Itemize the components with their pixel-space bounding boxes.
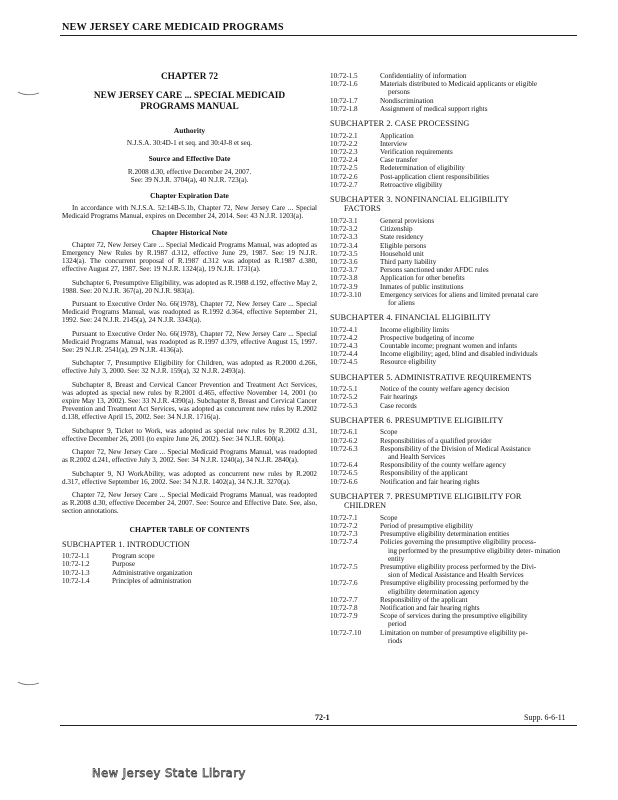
toc-entry xyxy=(330,579,578,595)
toc-entry-number: 10:72-1.5 xyxy=(330,72,358,80)
toc-entry-title: Verification requirements xyxy=(380,147,453,156)
toc-entry xyxy=(330,385,578,393)
toc-entry-number: 10:72-3.3 xyxy=(330,233,358,242)
toc-entry-title: Scope of services during the presumptive eligibility period xyxy=(380,612,528,629)
toc-entry-number: 10:72-7.6 xyxy=(330,579,358,588)
toc-entry-number: 10:72-7.4 xyxy=(330,538,358,547)
toc-entry xyxy=(62,552,317,560)
toc-left xyxy=(62,540,317,585)
toc-entry xyxy=(330,266,578,274)
toc-entry-number: 10:72-3.4 xyxy=(330,241,358,250)
toc-entry xyxy=(330,164,578,172)
source-heading: Source and Effective Date xyxy=(148,154,231,164)
toc-entry-title: Fair hearings xyxy=(380,393,418,402)
library-stamp: New Jersey State Library xyxy=(92,766,246,780)
toc-entry xyxy=(330,478,578,486)
toc-entry-title: Citizenship xyxy=(380,225,413,234)
toc-entry xyxy=(330,140,578,148)
toc-entry xyxy=(330,242,578,250)
toc-entry xyxy=(330,217,578,225)
toc-entry-number: 10:72-7.1 xyxy=(330,513,358,522)
toc-entry xyxy=(330,132,578,140)
toc-entry-number: 10:72-3.1 xyxy=(330,216,358,225)
toc-entry-title: Period of presumptive eligibility xyxy=(380,521,474,530)
subchapter-heading: SUBCHAPTER 1. INTRODUCTION xyxy=(62,539,190,549)
toc-entry xyxy=(330,225,578,233)
toc-entry-title: Limitation on number of presumptive eligibility pe- riods xyxy=(380,628,528,645)
toc-entry-title: Purpose xyxy=(112,560,136,569)
toc-entry-number: 10:72-4.3 xyxy=(330,342,358,351)
subchapter-heading: SUBCHAPTER 5. ADMINISTRATIVE REQUIREMENTS xyxy=(330,372,532,382)
toc-entry-number: 10:72-6.4 xyxy=(330,461,358,470)
history-paragraph: Subchapter 7, Presumptive Eligibility for Children, was adopted as R.2000 d.266, effective July 3, 2000. See: 32 N.J.R. 159(a), 32 N.J.R. 2493(a). xyxy=(62,359,317,376)
toc-entry-number: 10:72-2.5 xyxy=(330,164,358,173)
toc-entry xyxy=(330,563,578,579)
toc-entry xyxy=(330,402,578,410)
toc-entry-number: 10:72-7.5 xyxy=(330,562,358,571)
toc-entry xyxy=(330,156,578,164)
toc-entry-number: 10:72-6.6 xyxy=(330,477,358,486)
toc-entry-number: 10:72-4.4 xyxy=(330,350,358,359)
toc-entry-number: 10:72-1.3 xyxy=(62,568,90,577)
top-rule xyxy=(60,35,577,36)
toc-entry-number: 10:72-3.10 xyxy=(330,290,362,299)
toc-entry-number: 10:72-7.10 xyxy=(330,628,362,637)
toc-entry-title: Policies governing the presumptive eligibility process- ing performed by the presumptive eligibility deter- mination entity xyxy=(380,538,561,563)
toc-entry-title: Resource eligibility xyxy=(380,358,437,367)
expiration-text: In accordance with N.J.S.A. 52:14B-5.1b, Chapter 72, New Jersey Care ... Special Medicaid Programs Manual, expires on December 24, 2014. See: 43 N.J.R. 1203(a). xyxy=(62,204,317,221)
toc-entry-title: Income eligibility limits xyxy=(380,325,450,334)
toc-entry-number: 10:72-7.2 xyxy=(330,521,358,530)
toc-entry-title: Countable income; pregnant women and infants xyxy=(380,342,518,351)
toc-entry-number: 10:72-5.1 xyxy=(330,385,358,394)
toc-entry xyxy=(330,469,578,477)
toc-entry-title: Presumptive eligibility determination entities xyxy=(380,530,510,539)
toc-entry xyxy=(330,445,578,461)
history-paragraph: Pursuant to Executive Order No. 66(1978), Chapter 72, New Jersey Care ... Special Medicaid Programs Manual, was readopted as R.1997 d.379, effective August 15, 1997. See: 29 N.J.R. 2541(a), 29 N.J.R. 4136(a). xyxy=(62,329,317,355)
history-paragraph: Subchapter 8, Breast and Cervical Cancer Prevention and Treatment Act Services, was adopted as special new rules by R.2001 d.465, effective November 14, 2001 (to expire May 13, 2002). See: 33 N.J.R. 4390(a). Subchapter 8, Breast and Cervical Cancer Prevention and Treatment Act Services, was adopted as concurrent new rules by R.2002 d.138, effective April 15, 2002. See: 34 N.J.R. 1716(a). xyxy=(62,380,317,422)
toc-entry-title: Household unit xyxy=(380,249,424,258)
toc-entry-number: 10:72-2.3 xyxy=(330,147,358,156)
toc-entry-number: 10:72-1.7 xyxy=(330,96,358,105)
toc-entry xyxy=(330,612,578,628)
toc-entry xyxy=(330,358,578,366)
subchapter-heading: SUBCHAPTER 6. PRESUMPTIVE ELIGIBILITY xyxy=(330,415,504,425)
toc-entry-title: Assignment of medical support rights xyxy=(380,104,488,113)
toc-entry-title: Nondiscrimination xyxy=(380,96,434,105)
historical-note-heading: Chapter Historical Note xyxy=(151,227,228,237)
subchapter-heading: SUBCHAPTER 7. PRESUMPTIVE ELIGIBILITY FOR CHILDREN xyxy=(330,491,522,511)
source-text: R.2008 d.30, effective December 24, 2007. See: 39 N.J.R. 3704(a), 40 N.J.R. 723(a). xyxy=(127,167,252,184)
toc-entry-title: Emergency services for aliens and limited prenatal care for aliens xyxy=(380,290,539,307)
toc-entry-title: Prospective budgeting of income xyxy=(380,333,475,342)
toc-entry-title: Principles of administration xyxy=(112,576,192,585)
chapter-number: CHAPTER 72 xyxy=(160,72,219,82)
history-paragraph: Chapter 72, New Jersey Care ... Special Medicaid Programs Manual, was adopted as Emergency New Rules by R.1987 d.312, effective June 29, 1987. See: 19 N.J.R. 1324(a). The concurrent proposal of R.1987 d.312 was adopted as R.1987 d.380, effective August 27, 1987. See: 19 N.J.R. 1324(a), 19 N.J.R. 1731(a). xyxy=(62,240,317,274)
toc-entry-number: 10:72-6.2 xyxy=(330,436,358,445)
toc-entry xyxy=(330,334,578,342)
toc-entry-number: 10:72-1.1 xyxy=(62,552,90,561)
history-paragraph: Chapter 72, New Jersey Care ... Special Medicaid Programs Manual, was readopted as R.2008 d.30, effective December 24, 2007. See: Source and Effective Date. See, also, section annotations. xyxy=(62,490,317,516)
left-column xyxy=(62,72,317,585)
running-head: NEW JERSEY CARE MEDICAID PROGRAMS xyxy=(62,22,284,33)
toc-entry-title: Responsibility of the applicant xyxy=(380,595,468,604)
historical-note xyxy=(62,241,317,516)
toc-entry-number: 10:72-7.7 xyxy=(330,595,358,604)
toc-entry-number: 10:72-3.6 xyxy=(330,257,358,266)
toc-entry xyxy=(62,560,317,568)
authority-heading: Authority xyxy=(173,126,206,135)
toc-entry-title: Eligible persons xyxy=(380,241,427,250)
toc-entry-number: 10:72-6.1 xyxy=(330,428,358,437)
toc-entry-number: 10:72-7.3 xyxy=(330,530,358,539)
history-paragraph: Chapter 72, New Jersey Care ... Special Medicaid Programs Manual, was readopted as R.2002 d.241, effective July 3, 2002. See: 34 N.J.R. 1240(a), 34 N.J.R. 2840(a). xyxy=(62,448,317,465)
toc-entry-title: Notification and fair hearing rights xyxy=(380,603,480,612)
toc-entry-title: Scope xyxy=(380,428,398,437)
toc-entry-title: Notification and fair hearing rights xyxy=(380,477,480,486)
toc-entry xyxy=(330,283,578,291)
toc-entry-title: Notice of the county welfare agency decision xyxy=(380,385,510,394)
toc-entry xyxy=(330,530,578,538)
toc-entry-number: 10:72-4.1 xyxy=(330,325,358,334)
toc-entry-title: Interview xyxy=(380,139,408,148)
toc-right xyxy=(330,72,578,645)
toc-entry-number: 10:72-2.2 xyxy=(330,139,358,148)
toc-entry xyxy=(62,569,317,577)
toc-entry-number: 10:72-7.9 xyxy=(330,612,358,621)
toc-entry xyxy=(330,258,578,266)
toc-entry-number: 10:72-1.8 xyxy=(330,104,358,113)
history-paragraph: Subchapter 9, NJ WorkAbility, was adopted as concurrent new rules by R.2002 d.317, effective September 16, 2002. See: 34 N.J.R. 1402(a), 34 N.J.R. 3270(a). xyxy=(62,469,317,486)
toc-entry xyxy=(330,274,578,282)
toc-entry-title: Presumptive eligibility process performed by the Divi- sion of Medical Assistance and Health Services xyxy=(380,562,537,580)
toc-entry-number: 10:72-1.2 xyxy=(62,560,90,569)
history-paragraph: Subchapter 9, Ticket to Work, was adopted as special new rules by R.2002 d.31, effective December 26, 2001 (to expire June 26, 2002). See: 34 N.J.R. 600(a). xyxy=(62,426,317,443)
toc-entry-title: Responsibility of the applicant xyxy=(380,469,468,478)
toc-entry xyxy=(330,181,578,189)
toc-entry xyxy=(62,577,317,585)
toc-entry xyxy=(330,233,578,241)
toc-entry-number: 10:72-2.1 xyxy=(330,131,358,140)
chapter-title: NEW JERSEY CARE ... SPECIAL MEDICAID PROGRAMS MANUAL xyxy=(93,91,286,112)
toc-entry-number: 10:72-2.4 xyxy=(330,156,358,165)
toc-entry-number: 10:72-4.5 xyxy=(330,358,358,367)
toc-entry-number: 10:72-6.5 xyxy=(330,469,358,478)
toc-entry xyxy=(330,80,578,96)
toc-entry-number: 10:72-1.6 xyxy=(330,80,358,89)
toc-entry xyxy=(330,538,578,563)
toc-entry-number: 10:72-7.8 xyxy=(330,603,358,612)
toc-entry xyxy=(330,291,578,307)
toc-entry-title: Persons sanctioned under AFDC rules xyxy=(380,266,489,275)
toc-entry-number: 10:72-3.5 xyxy=(330,249,358,258)
toc-entry-title: Responsibility of the Division of Medical Assistance and Health Services xyxy=(380,444,531,461)
history-paragraph: Subchapter 6, Presumptive Eligibility, was adopted as R.1988 d.192, effective May 2, 1988. See: 20 N.J.R. 367(a), 20 N.J.R. 983(a). xyxy=(62,278,317,295)
toc-entry-number: 10:72-3.9 xyxy=(330,282,358,291)
toc-entry xyxy=(330,350,578,358)
toc-entry-title: Responsibility of the county welfare agency xyxy=(380,461,506,470)
toc-entry xyxy=(330,342,578,350)
toc-entry-title: Materials distributed to Medicaid applicants or eligible persons xyxy=(380,80,538,97)
toc-entry-title: Administrative organization xyxy=(112,568,193,577)
toc-entry-title: Scope xyxy=(380,513,398,522)
toc-entry-title: Income eligibility; aged, blind and disabled individuals xyxy=(380,350,538,359)
expiration-heading: Chapter Expiration Date xyxy=(150,191,229,201)
toc-entry-number: 10:72-1.4 xyxy=(62,576,90,585)
bottom-rule xyxy=(60,725,577,726)
toc-entry xyxy=(330,148,578,156)
toc-entry-title: Confidentiality of information xyxy=(380,72,467,80)
toc-entry-title: Retroactive eligibility xyxy=(380,180,443,189)
toc-entry xyxy=(330,437,578,445)
toc-entry-number: 10:72-5.2 xyxy=(330,393,358,402)
toc-entry-title: Program scope xyxy=(112,552,155,561)
supplement-date: Supp. 6-6-11 xyxy=(524,713,566,722)
toc-entry xyxy=(330,596,578,604)
toc-entry-title: Presumptive eligibility processing performed by the eligibility determination agency xyxy=(380,579,529,596)
margin-tick-mark xyxy=(17,90,41,98)
history-paragraph: Pursuant to Executive Order No. 66(1978), Chapter 72, New Jersey Care ... Special Medicaid Programs Manual, was readopted as R.1992 d.364, effective September 21, 1992. See: 24 N.J.R. 2145(a), 24 N.J.R. 3343(a). xyxy=(62,300,317,325)
toc-entry xyxy=(330,514,578,522)
page-number: 72-1 xyxy=(315,713,330,722)
toc-entry xyxy=(330,522,578,530)
toc-heading: CHAPTER TABLE OF CONTENTS xyxy=(129,524,250,534)
toc-entry xyxy=(330,97,578,105)
toc-entry-title: Application for other benefits xyxy=(380,274,465,283)
toc-entry xyxy=(330,105,578,113)
toc-entry-number: 10:72-6.3 xyxy=(330,444,358,453)
toc-entry xyxy=(330,326,578,334)
margin-tick-mark xyxy=(17,680,41,688)
toc-entry-number: 10:72-5.3 xyxy=(330,401,358,410)
toc-entry-title: State residency xyxy=(380,233,424,242)
toc-entry xyxy=(330,629,578,645)
toc-entry-title: Case transfer xyxy=(380,156,418,165)
toc-entry-title: Case records xyxy=(380,401,417,410)
toc-entry-number: 10:72-2.7 xyxy=(330,180,358,189)
toc-entry xyxy=(330,604,578,612)
toc-entry xyxy=(330,393,578,401)
toc-entry-number: 10:72-2.6 xyxy=(330,172,358,181)
toc-entry xyxy=(330,72,578,80)
authority-text: N.J.S.A. 30:4D-1 et seq. and 30:4J-8 et seq. xyxy=(126,139,253,148)
toc-entry-title: Application xyxy=(380,131,414,140)
toc-entry-number: 10:72-3.8 xyxy=(330,274,358,283)
toc-entry xyxy=(330,428,578,436)
toc-entry xyxy=(330,250,578,258)
toc-entry-number: 10:72-4.2 xyxy=(330,333,358,342)
toc-entry-number: 10:72-3.2 xyxy=(330,225,358,234)
toc-entry-title: Redetermination of eligibility xyxy=(380,164,465,173)
toc-entry-number: 10:72-3.7 xyxy=(330,266,358,275)
toc-entry xyxy=(330,461,578,469)
toc-entry-title: Responsibilities of a qualified provider xyxy=(380,436,492,445)
toc-entry-title: Third party liability xyxy=(380,257,437,266)
toc-entry xyxy=(330,173,578,181)
subchapter-heading: SUBCHAPTER 2. CASE PROCESSING xyxy=(330,119,470,129)
subchapter-heading: SUBCHAPTER 4. FINANCIAL ELIGIBILITY xyxy=(330,313,492,323)
toc-entry-title: Post-application client responsibilities xyxy=(380,172,490,181)
subchapter-heading: SUBCHAPTER 3. NONFINANCIAL ELIGIBILITY FACTORS xyxy=(330,194,510,214)
toc-entry-title: General provisions xyxy=(380,216,435,225)
right-column xyxy=(330,72,578,645)
toc-entry-title: Inmates of public institutions xyxy=(380,282,464,291)
